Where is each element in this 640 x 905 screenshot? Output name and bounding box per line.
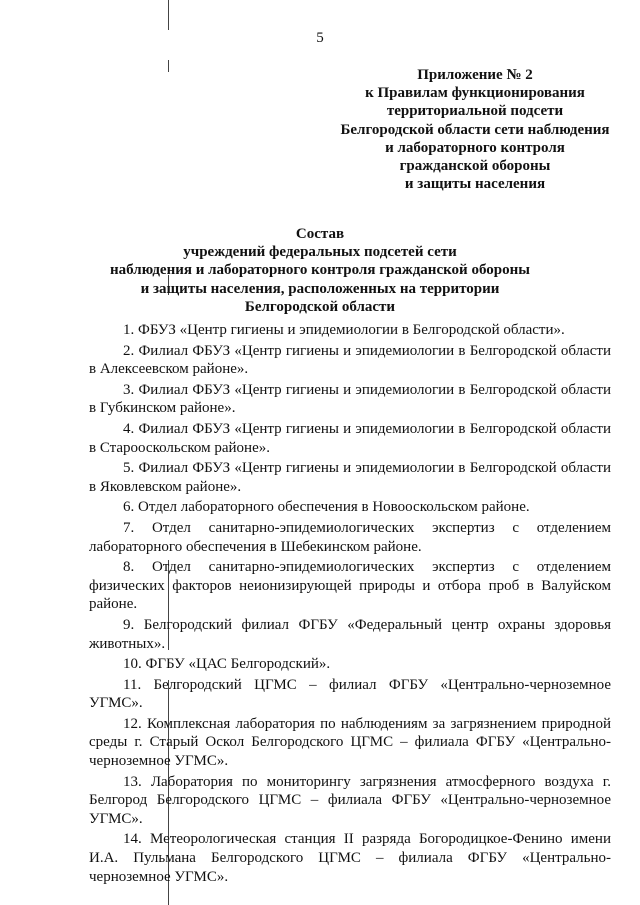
list-item: 2. Филиал ФБУЗ «Центр гигиены и эпидемиологии в Белгородской области в Алексеевском районе». bbox=[89, 342, 611, 378]
scan-artifact-line bbox=[168, 60, 169, 72]
document-title bbox=[0, 225, 640, 316]
list-item: 3. Филиал ФБУЗ «Центр гигиены и эпидемиологии в Белгородской области в Губкинском районе». bbox=[89, 381, 611, 417]
list-item: 4. Филиал ФБУЗ «Центр гигиены и эпидемиологии в Белгородской области в Старооскольском районе». bbox=[89, 420, 611, 456]
list-item: 10. ФГБУ «ЦАС Белгородский». bbox=[123, 656, 331, 673]
list-item: 9. Белгородский филиал ФГБУ «Федеральный центр охраны здоровья животных». bbox=[89, 616, 611, 652]
institution-list bbox=[89, 321, 611, 888]
list-item: 5. Филиал ФБУЗ «Центр гигиены и эпидемиологии в Белгородской области в Яковлевском районе». bbox=[89, 460, 611, 495]
page-number: 5 bbox=[316, 30, 324, 46]
list-item: 13. Лаборатория по мониторингу загрязнения атмосферного воздуха г. Белгород Белгородского ЦГМС – филиала ФГБУ «Центрально-черноземное УГМС». bbox=[89, 773, 611, 827]
title-line: наблюдения и лабораторного контроля гражданской обороны bbox=[110, 262, 530, 279]
appendix-line: Приложение № 2 bbox=[417, 67, 533, 83]
appendix-heading bbox=[310, 66, 640, 193]
appendix-line: и защиты населения bbox=[404, 176, 546, 193]
appendix-line: к Правилам функционирования bbox=[365, 85, 585, 102]
list-item: 11. Белгородский ЦГМС – филиал ФГБУ «Центрально-черноземное УГМС». bbox=[89, 676, 611, 712]
list-item: 14. Метеорологическая станция II разряда Богородицкое-Фенино имени И.А. Пульмана Белгородского ЦГМС – филиала ФГБУ «Центрально-черноземное УГМС». bbox=[89, 831, 611, 885]
list-item: 1. ФБУЗ «Центр гигиены и эпидемиологии в Белгородской области». bbox=[123, 322, 565, 338]
title-line: учреждений федеральных подсетей сети bbox=[183, 244, 457, 261]
appendix-line: Белгородской области сети наблюдения bbox=[340, 121, 610, 138]
scan-artifact-line bbox=[168, 0, 169, 30]
list-item: 12. Комплексная лаборатория по наблюдениям за загрязнением природной среды г. Старый Оскол Белгородского ЦГМС – филиала ФГБУ «Центрально-черноземное УГМС». bbox=[89, 715, 611, 770]
title-line: и защиты населения, расположенных на территории bbox=[140, 280, 500, 297]
list-item: 6. Отдел лабораторного обеспечения в Новооскольском районе. bbox=[123, 499, 530, 516]
appendix-line: территориальной подсети bbox=[386, 103, 564, 120]
appendix-line: гражданской обороны bbox=[399, 158, 551, 175]
title-line: Состав bbox=[295, 226, 345, 242]
list-item: 8. Отдел санитарно-эпидемиологических экспертиз с отделением физических факторов неионизирующей природы и отбора проб в Валуйском районе. bbox=[89, 559, 611, 613]
list-item: 7. Отдел санитарно-эпидемиологических экспертиз с отделением лабораторного обеспечения в Шебекинском районе. bbox=[89, 519, 611, 555]
appendix-line: и лабораторного контроля bbox=[385, 139, 565, 156]
title-line: Белгородской области bbox=[244, 298, 396, 315]
